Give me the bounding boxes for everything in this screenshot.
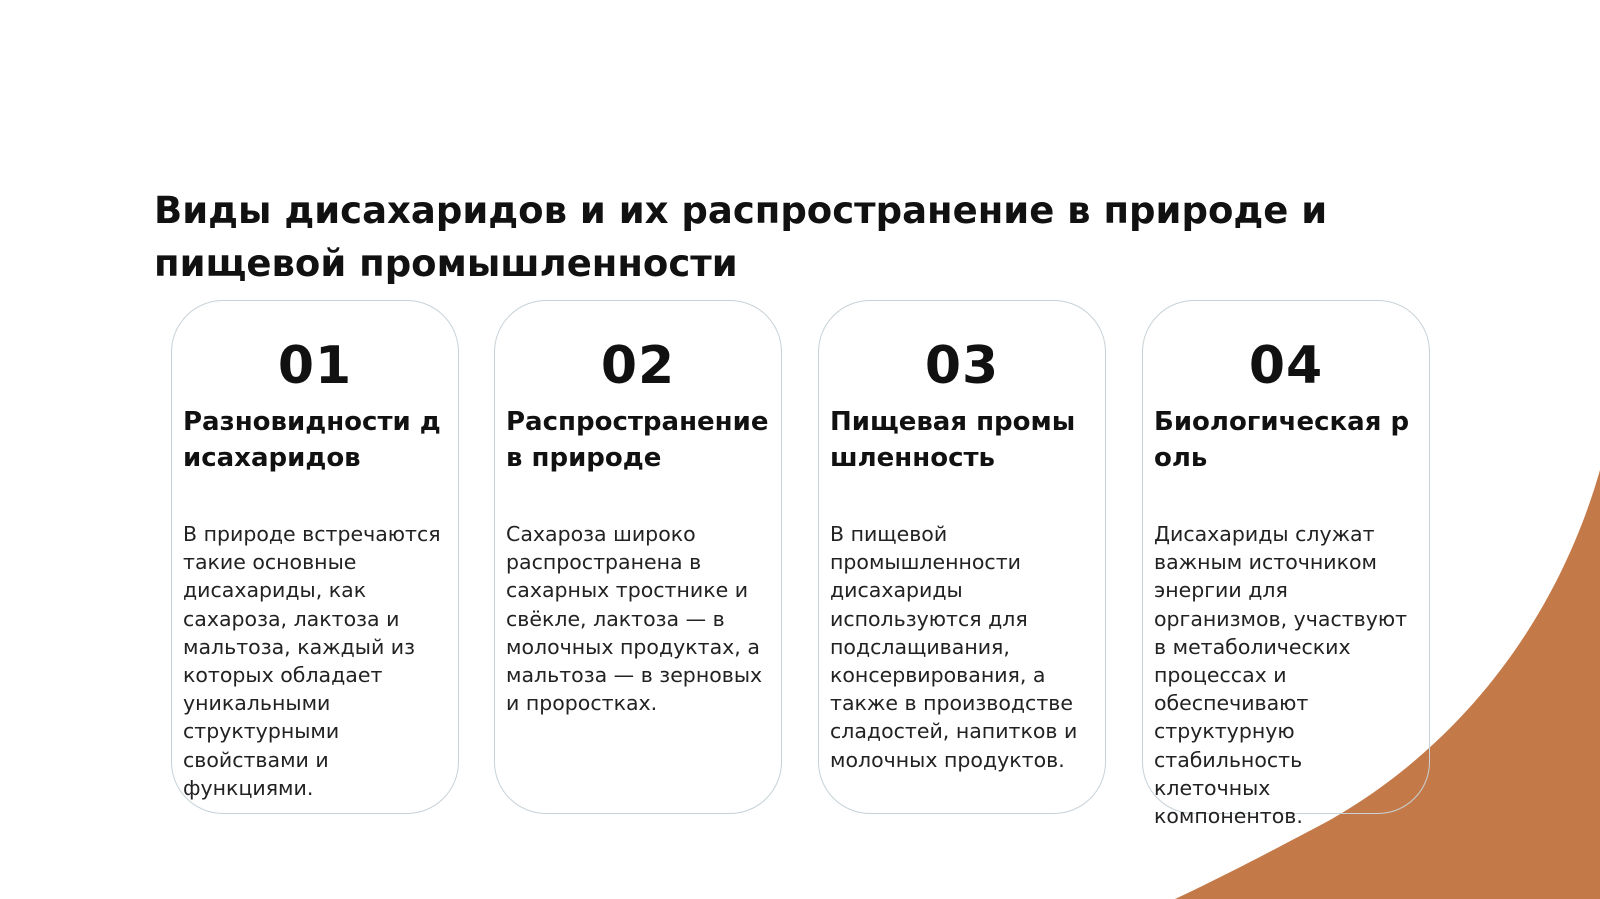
card-number: 04 xyxy=(1248,336,1324,396)
card-number: 02 xyxy=(600,336,676,396)
card-text: Сахароза широко распространена в сахарных тростнике и свёкле, лактоза — в молочных продуктах, а мальтоза — в зерновых и проростках. xyxy=(506,522,763,716)
card-heading: Пищевая промышленность xyxy=(830,407,1076,473)
card-1 xyxy=(171,300,459,800)
card-text: Дисахариды служат важным источником энергии для организмов, участвуют в метаболических процессах и обеспечивают структурную стабильность клеточных компонентов. xyxy=(1154,522,1408,829)
card-number: 01 xyxy=(277,336,353,396)
card-text: В пищевой промышленности дисахариды используются для подслащивания, консервирования, а также в производстве сладостей, напитков и молочных продуктов. xyxy=(830,522,1078,772)
card-3 xyxy=(818,300,1106,772)
card-text: В природе встречаются такие основные дисахариды, как сахароза, лактоза и мальтоза, каждый из которых обладает уникальными структурными свойствами и функциями. xyxy=(183,522,441,800)
card-heading: Распространение в природе xyxy=(506,407,769,473)
card-number: 03 xyxy=(924,336,1000,396)
slide-title: Виды дисахаридов и их распространение в природе и пищевой промышленности xyxy=(154,189,1328,285)
card-2 xyxy=(494,300,782,716)
card-4 xyxy=(1142,300,1430,829)
card-heading: Разновидности дисахаридов xyxy=(183,407,441,473)
card-heading: Биологическая роль xyxy=(1154,407,1410,473)
